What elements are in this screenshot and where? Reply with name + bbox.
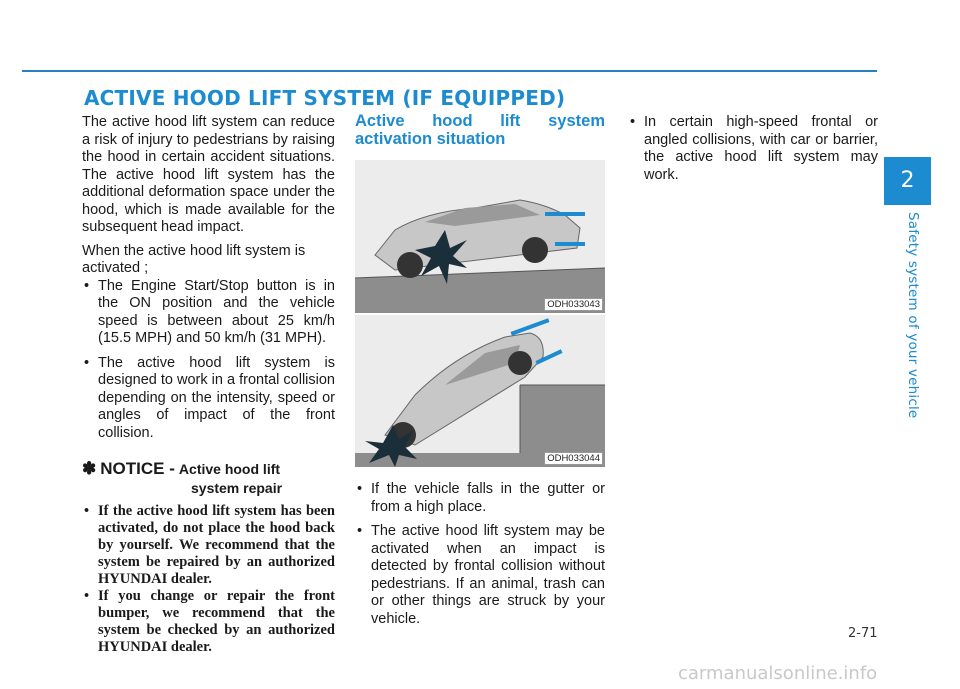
intro-paragraph: The active hood lift system can reduce a risk of injury to pedestrians by raising the hood in certain accident situations. The active hood lift system has the additional deformation space under the hood, which is made available for the subsequent head impact. <box>82 114 335 235</box>
chapter-number-tab: 2 <box>884 157 931 205</box>
notice-symbol: ✽ <box>82 459 97 478</box>
figure-car-falling-into-gutter <box>355 160 605 313</box>
watermark: carmanualsonline.info <box>678 663 878 684</box>
notice-label: NOTICE - <box>100 459 175 478</box>
list-item: • If the active hood lift system has been activated, do not place the hood back by yourself. We recommend that the system be repaired by an authorized HYUNDAI dealer. <box>82 503 335 588</box>
column-right <box>628 114 878 191</box>
list-item: • The Engine Start/Stop button is in the ON position and the vehicle speed is between about 25 km/h (15.5 MPH) and 50 km/h (31 MPH). <box>82 278 335 348</box>
notice-title-line1: Active hood lift <box>178 461 281 477</box>
section-heading: Active hood lift system activation situation <box>355 112 605 148</box>
list-item: • The active hood lift system is designed to work in a frontal collision depending on the intensity, speed or angles of impact of the front collision. <box>82 355 335 443</box>
notice-title-line2: system repair <box>191 479 283 496</box>
activation-lead: When the active hood lift system is activated ; <box>82 242 306 276</box>
column-middle <box>355 112 605 635</box>
activation-situation-list <box>355 481 605 628</box>
list-item: • The active hood lift system may be activated when an impact is detected by frontal collision without pedestrians. If an animal, trash can or other things are struck by your vehicle. <box>355 523 605 628</box>
list-item: • If you change or repair the front bumper, we recommend that the system be checked by an authorized HYUNDAI dealer. <box>82 588 335 656</box>
notice-list <box>82 503 335 656</box>
car-gutter-illustration <box>355 160 605 313</box>
list-item: • If the vehicle falls in the gutter or from a high place. <box>355 481 605 516</box>
activation-conditions-list <box>82 278 335 443</box>
list-item: • In certain high-speed frontal or angled collisions, with car or barrier, the active hood lift system may work. <box>628 114 878 184</box>
header-rule <box>22 70 877 72</box>
figure-code: ODH033044 <box>544 452 603 465</box>
figure-car-falling-from-height <box>355 315 605 467</box>
figure-code: ODH033043 <box>544 298 603 311</box>
column-left <box>82 114 335 656</box>
high-speed-list <box>628 114 878 184</box>
chapter-title: Safety system of your vehicle <box>905 212 921 419</box>
page-title: ACTIVE HOOD LIFT SYSTEM (IF EQUIPPED) <box>84 86 566 110</box>
notice-heading <box>82 460 335 497</box>
car-drop-illustration <box>355 315 605 467</box>
page-number: 2-71 <box>848 626 878 641</box>
